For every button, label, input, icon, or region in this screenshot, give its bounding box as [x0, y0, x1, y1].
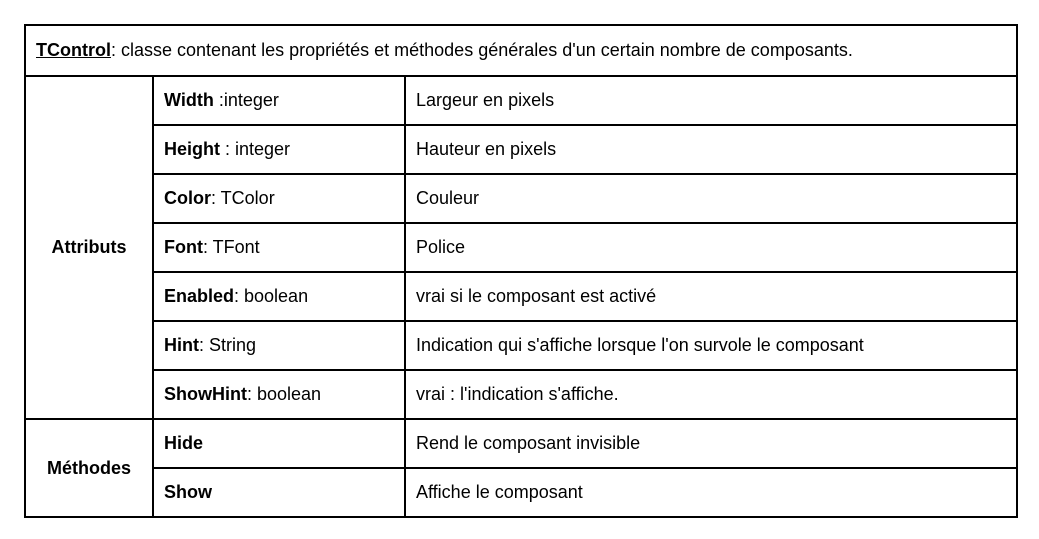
member-description: Couleur: [405, 174, 1017, 223]
member-description: Affiche le composant: [405, 468, 1017, 517]
member-type: : TColor: [211, 188, 275, 208]
member-name: Width: [164, 90, 214, 110]
table-row: [25, 174, 1017, 223]
attribute-color: [153, 174, 405, 223]
member-type: : boolean: [247, 384, 322, 404]
class-header-row: [25, 25, 1017, 76]
member-description: vrai si le composant est activé: [405, 272, 1017, 321]
table-row: [25, 272, 1017, 321]
attribute-enabled: [153, 272, 405, 321]
section-attributes: Attributs: [25, 76, 153, 419]
member-description: vrai : l'indication s'affiche.: [405, 370, 1017, 419]
member-name: Color: [164, 188, 211, 208]
member-name: Hint: [164, 335, 199, 355]
class-header: [25, 25, 1017, 76]
class-description: : classe contenant les propriétés et méthodes générales d'un certain nombre de composants.: [110, 40, 853, 60]
member-type: :integer: [213, 90, 279, 110]
member-name: Font: [164, 237, 203, 257]
table-row: [25, 321, 1017, 370]
method-show: [153, 468, 405, 517]
table-row: [25, 370, 1017, 419]
table-row: [25, 76, 1017, 125]
member-description: Largeur en pixels: [405, 76, 1017, 125]
section-methods: Méthodes: [25, 419, 153, 517]
class-name: TControl: [36, 40, 111, 60]
member-description: Hauteur en pixels: [405, 125, 1017, 174]
member-type: : TFont: [202, 237, 260, 257]
member-type: : String: [199, 335, 257, 355]
method-hide: [153, 419, 405, 468]
member-description: Indication qui s'affiche lorsque l'on survole le composant: [405, 321, 1017, 370]
attribute-font: [153, 223, 405, 272]
member-description: Rend le composant invisible: [405, 419, 1017, 468]
table-row: [25, 468, 1017, 517]
member-description: Police: [405, 223, 1017, 272]
member-type: : integer: [220, 139, 291, 159]
attribute-width: [153, 76, 405, 125]
member-type: : boolean: [234, 286, 309, 306]
table-row: [25, 125, 1017, 174]
member-name: Enabled: [164, 286, 235, 306]
member-name: Height: [164, 139, 220, 159]
attribute-height: [153, 125, 405, 174]
table-row: [25, 223, 1017, 272]
class-table: [24, 24, 1018, 518]
attribute-hint: [153, 321, 405, 370]
attribute-showhint: [153, 370, 405, 419]
member-name: Show: [164, 482, 212, 502]
table-row: [25, 419, 1017, 468]
member-name: Hide: [164, 433, 204, 453]
member-name: ShowHint: [164, 384, 247, 404]
